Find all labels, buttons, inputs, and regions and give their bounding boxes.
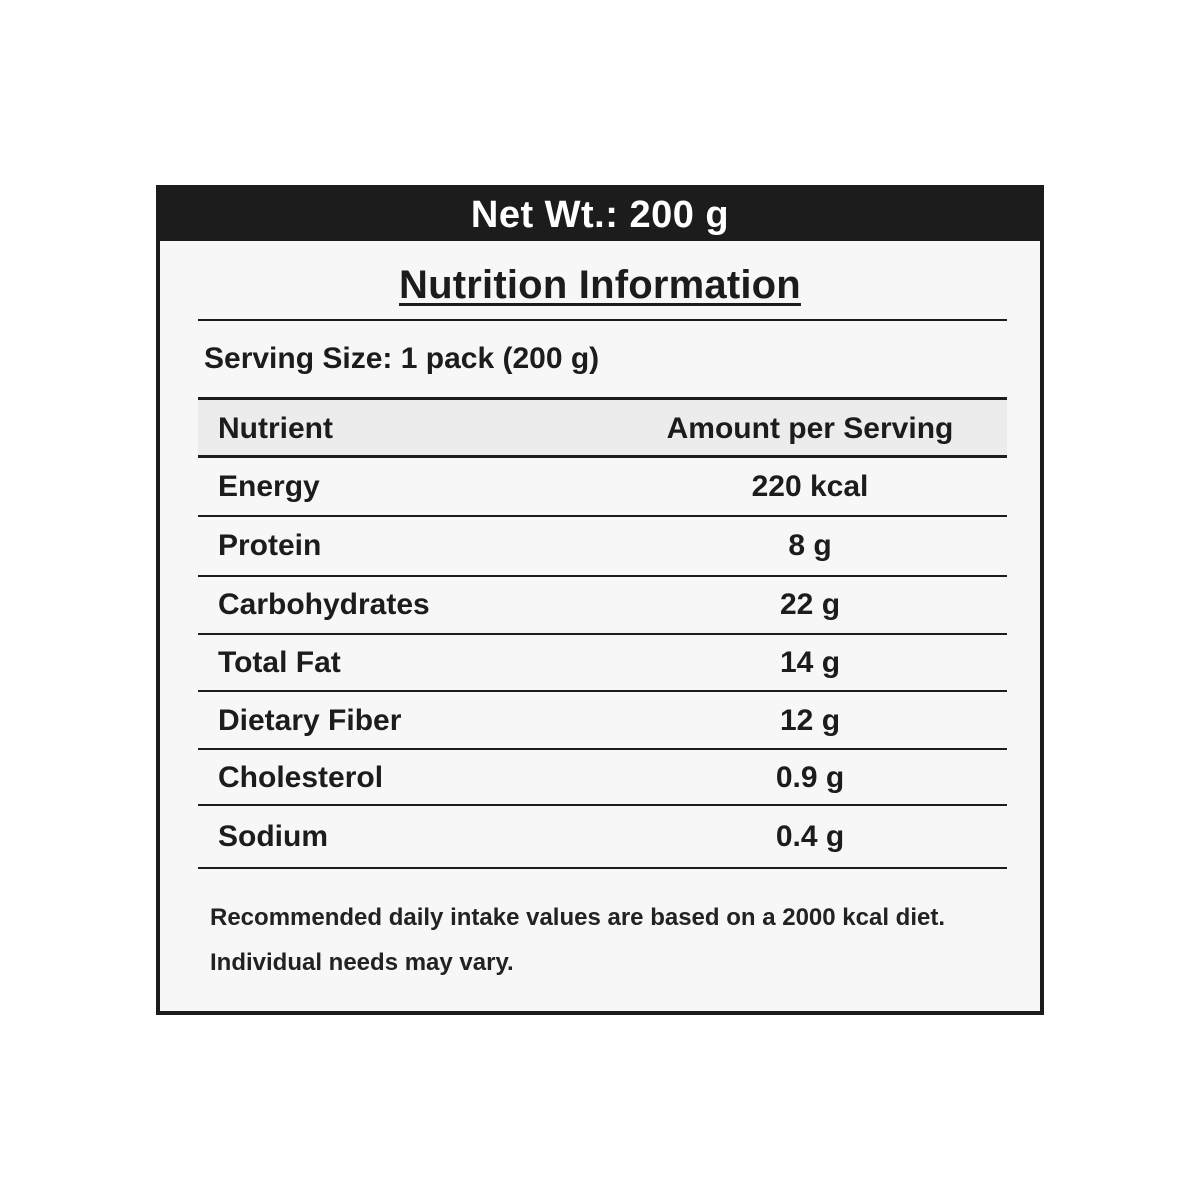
row-divider bbox=[198, 748, 1007, 750]
table-row-nutrient: Dietary Fiber bbox=[218, 704, 402, 737]
table-row-nutrient: Energy bbox=[218, 470, 320, 503]
row-divider bbox=[198, 690, 1007, 692]
footnote-line-1: Recommended daily intake values are based on a 2000 kcal diet. bbox=[210, 904, 945, 931]
table-row-amount: 0.9 g bbox=[775, 761, 845, 794]
serving-size: Serving Size: 1 pack (200 g) bbox=[204, 342, 600, 375]
table-header-row bbox=[198, 400, 1007, 458]
footnote bbox=[210, 895, 990, 985]
row-divider bbox=[198, 633, 1007, 635]
row-divider bbox=[198, 575, 1007, 577]
footnote-line-2: Individual needs may vary. bbox=[210, 949, 514, 976]
table-row-amount: 8 g bbox=[788, 529, 832, 562]
header-nutrient: Nutrient bbox=[218, 412, 333, 445]
row-divider bbox=[198, 515, 1007, 517]
row-divider bbox=[198, 804, 1007, 806]
title-container bbox=[160, 261, 1040, 309]
table-row-nutrient: Protein bbox=[218, 529, 322, 562]
table-row-amount: 0.4 g bbox=[775, 820, 845, 853]
divider-table-bottom bbox=[198, 867, 1007, 869]
table-row-nutrient: Carbohydrates bbox=[218, 588, 430, 621]
table-row-amount: 12 g bbox=[779, 704, 841, 737]
divider-top bbox=[198, 319, 1007, 321]
header-amount: Amount per Serving bbox=[666, 412, 954, 445]
table-row-nutrient: Total Fat bbox=[218, 646, 341, 679]
table-row-amount: 220 kcal bbox=[751, 470, 869, 503]
table-row-amount: 22 g bbox=[779, 588, 841, 621]
net-weight-banner: Net Wt.: 200 g bbox=[160, 189, 1040, 241]
nutrition-label bbox=[156, 185, 1044, 1015]
table-row-nutrient: Sodium bbox=[218, 820, 328, 853]
divider-header-bottom bbox=[198, 455, 1007, 458]
table-row-amount: 14 g bbox=[779, 646, 841, 679]
table-row-nutrient: Cholesterol bbox=[218, 761, 384, 794]
label-title: Nutrition Information bbox=[399, 263, 801, 307]
